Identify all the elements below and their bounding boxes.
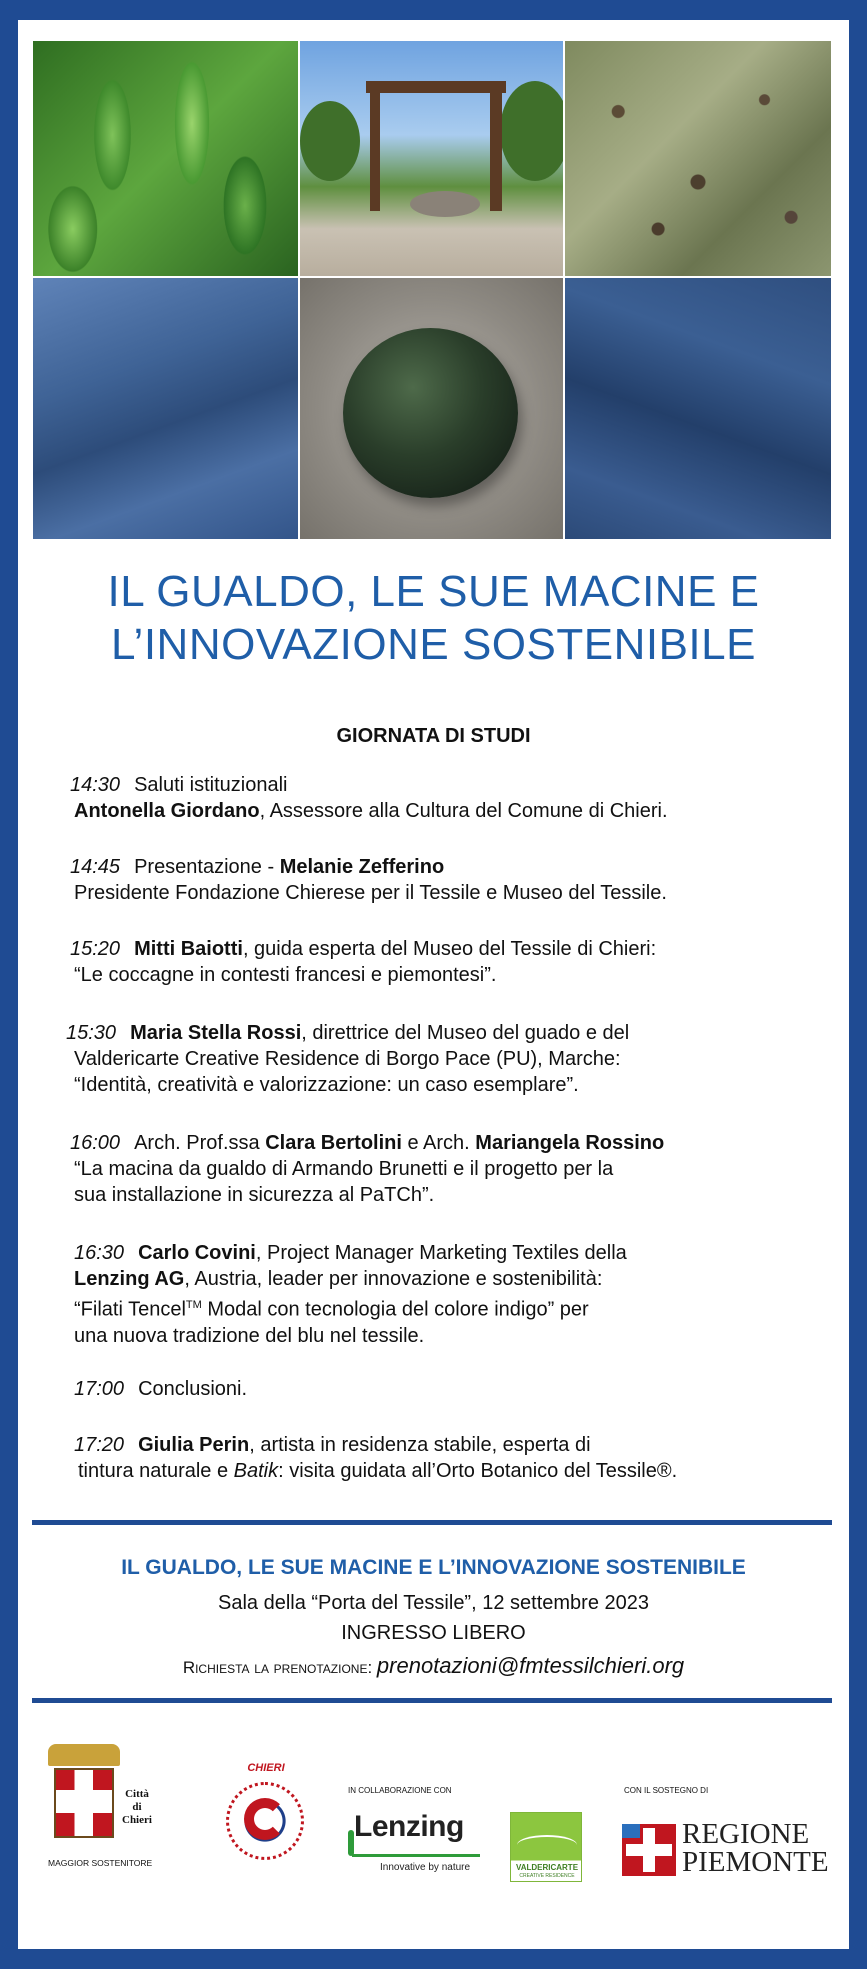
support-label: CON IL SOSTEGNO DI	[624, 1786, 709, 1795]
footer-venue: Sala della “Porta del Tessile”, 12 settembre 2023	[218, 1592, 649, 1614]
photo-indigo-fabric	[564, 277, 832, 540]
photo-woad-leaves	[32, 40, 299, 277]
poster	[18, 20, 849, 1949]
photo-garden-arch	[299, 40, 564, 277]
program-item: 17:00 Conclusioni.	[74, 1378, 248, 1400]
fondazione-c-icon	[244, 1798, 286, 1840]
city-of-chieri-logo: Città di Chieri MAGGIOR SOSTENITORE	[48, 1730, 173, 1890]
program-item: 16:00 Arch. Prof.ssa Clara Bertolini e Arch. Mariangela Rossino “La macina da gualdo di Armando Brunetti e il progetto per la sua installazione in sicurezza al PaTCh”.	[70, 1132, 665, 1206]
booking-email-link[interactable]: prenotazioni@fmtessilchieri.org	[376, 1653, 685, 1678]
valdericarte-logo: VALDERICARTE CREATIVE RESIDENCE	[510, 1812, 582, 1882]
program-item: 14:30 Saluti istituzionali Antonella Giordano, Assessore alla Cultura del Comune di Chieri.	[70, 774, 668, 822]
program-item: 17:20 Giulia Perin, artista in residenza stabile, esperta di tintura naturale e Batik: visita guidata all’Orto Botanico del Tessile®.	[74, 1434, 678, 1482]
collab-label: IN COLLABORAZIONE CON	[348, 1786, 452, 1795]
photo-woad-seeds	[564, 40, 832, 277]
program-item: 15:20 Mitti Baiotti, guida esperta del Museo del Tessile di Chieri: “Le coccagne in contesti francesi e piemontesi”.	[70, 938, 657, 986]
crest-icon	[54, 1768, 114, 1838]
fondazione-chierese-logo: CHIERI	[216, 1760, 316, 1880]
photo-woad-ball	[299, 277, 564, 540]
regione-piemonte-logo: REGIONE PIEMONTE	[622, 1820, 822, 1880]
crown-icon	[48, 1744, 120, 1766]
page-subtitle: GIORNATA DI STUDI	[336, 725, 531, 747]
footer-entry: INGRESSO LIBERO	[341, 1622, 526, 1644]
footer-booking: Richiesta la prenotazione: prenotazioni@fmtessilchieri.org	[182, 1653, 685, 1678]
footer-title: IL GUALDO, LE SUE MACINE E L’INNOVAZIONE SOSTENIBILE	[121, 1556, 746, 1579]
program-item: 15:30 Maria Stella Rossi, direttrice del Museo del guado e del Valdericarte Creative Residence di Borgo Pace (PU), Marche: “Identità, creatività e valorizzazione: un caso esemplare”.	[66, 1022, 630, 1096]
program-item: 14:45 Presentazione - Melanie Zefferino Presidente Fondazione Chierese per il Tessile e Museo del Tessile.	[70, 856, 667, 904]
lenzing-logo: Lenzing Innovative by nature	[346, 1810, 496, 1880]
program-item: 16:30 Carlo Covini, Project Manager Marketing Textiles della Lenzing AG, Austria, leader per innovazione e sostenibilità: “Filati Tencel™ Modal con tecnologia del colore indigo” per una nuova tradizione del blu nel tessile.	[74, 1242, 627, 1347]
photo-grid	[32, 40, 832, 540]
divider	[32, 1698, 832, 1703]
photo-denim-fabric	[32, 277, 299, 540]
page-title: IL GUALDO, LE SUE MACINE E L’INNOVAZIONE SOSTENIBILE	[107, 567, 760, 669]
divider	[32, 1520, 832, 1525]
